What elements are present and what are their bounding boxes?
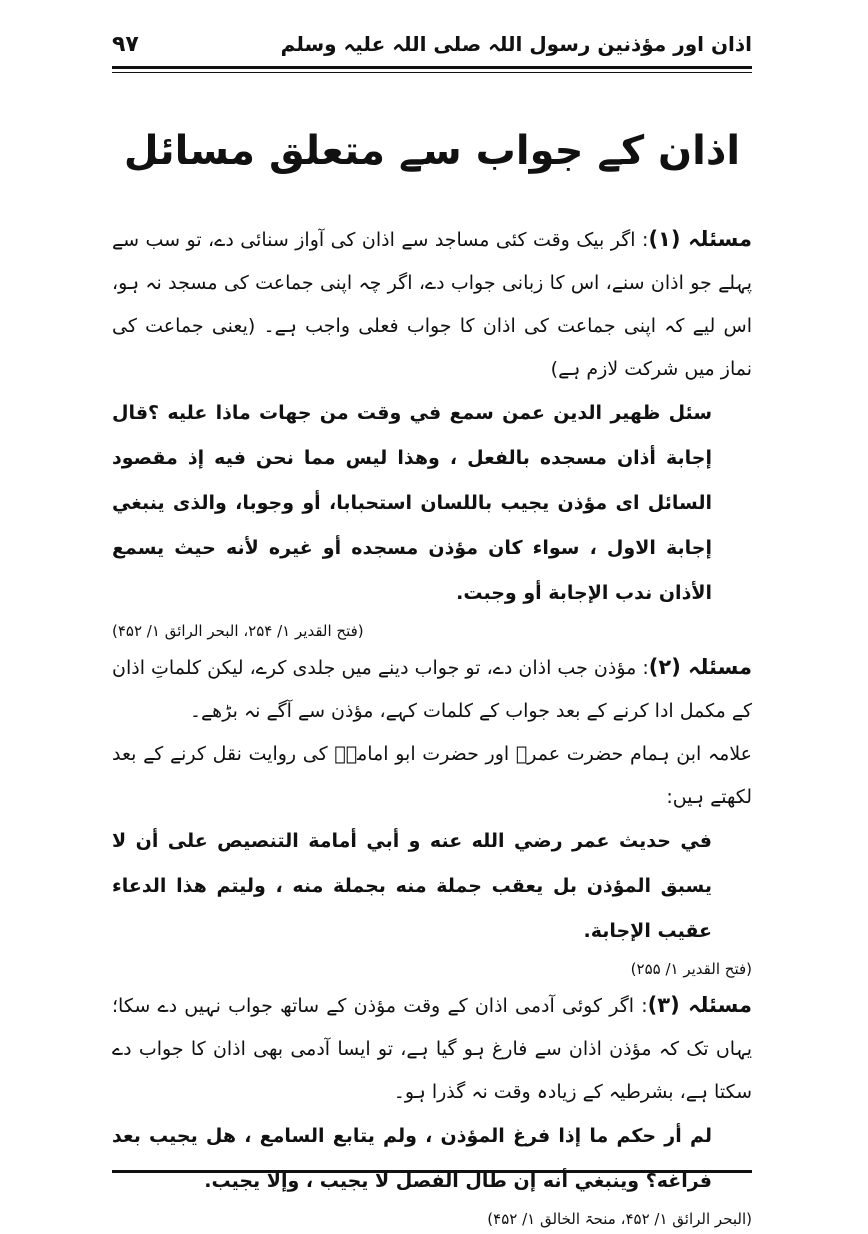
masala-1-arabic: سئل ظهير الدين عمن سمع في وقت من جهات ماذا عليه ؟قال إجابة أذان مسجده بالفعل ، وهذا ليس مما نحن فيه إذ مقصود السائل اى مؤذن يجيب باللسان استحبابا، أو وجوبا، والذى ينبغي إجابة الاول ، سواء كان مؤذن مسجده أو غيره لأنه حيث يسمع الأذان ندب الإجابة أو وجبت. [112, 402, 712, 604]
masala-2 [112, 646, 752, 733]
masala-3-reference: (البحر الرائق ۱/ ۴۵۲، منحۃ الخالق ۱/ ۴۵۲) [487, 1210, 752, 1228]
masala-1-reference: (فتح القدیر ۱/ ۲۵۴، البحر الرائق ۱/ ۴۵۲) [112, 622, 364, 640]
masala-2-reference: (فتح القدیر ۱/ ۲۵۵) [630, 960, 752, 978]
page-header [112, 24, 752, 64]
masala-3-label: مسئلہ (۳) [647, 993, 753, 1017]
masala-1-label: مسئلہ (۱) [648, 227, 753, 251]
masala-2-intro: علامہ ابن ہمام حضرت عمرؓ اور حضرت ابو امامہؓ کی روایت نقل کرنے کے بعد لکھتے ہیں: [112, 743, 752, 808]
chapter-title: اذان کے جواب سے متعلق مسائل [123, 128, 741, 174]
masala-1 [112, 218, 752, 391]
masala-2-label: مسئلہ (۲) [648, 655, 752, 679]
footer-rule [112, 1170, 752, 1173]
masala-3-arabic: لم أر حكم ما إذا فرغ المؤذن ، ولم يتابع السامع ، هل يجيب بعد فراغه؟ وينبغي أنه إن طال الفصل لا يجيب ، وإلا يجيب. [112, 1125, 712, 1192]
main-content [112, 218, 752, 1234]
running-title: اذان اور مؤذنین رسول اللہ صلی اللہ علیہ وسلم [280, 32, 752, 56]
masala-1-text: : اگر بیک وقت کئی مساجد سے اذان کی آواز سنائی دے، تو سب سے پہلے جو اذان سنے، اس کا زبانی جواب دے، اگر چہ اپنی جماعت کی مسجد نہ ہو، اس لیے کہ اپنی جماعت کی اذان کا جواب فعلی واجب ہے۔ (یعنی جماعت کی نماز میں شرکت لازم ہے) [112, 229, 752, 380]
page-number: ۹۷ [112, 31, 139, 57]
masala-2-arabic: في حديث عمر رضي الله عنه و أبي أمامة التنصيص على أن لا يسبق المؤذن بل يعقب جملة منه بجملة منه ، وليتم هذا الدعاء عقيب الإجابة. [112, 830, 712, 942]
masala-3 [112, 984, 752, 1114]
header-rule [112, 66, 752, 69]
masala-3-text: : اگر کوئی آدمی اذان کے وقت مؤذن کے ساتھ جواب نہیں دے سکا؛ یہاں تک کہ مؤذن اذان سے فارغ ہو گیا ہے، تو ایسا آدمی بھی اذان کا جواب دے سکتا ہے، بشرطیہ کے زیادہ وقت نہ گذرا ہو۔ [112, 995, 752, 1103]
masala-2-text: : مؤذن جب اذان دے، تو جواب دینے میں جلدی کرے، لیکن کلماتِ اذان کے مکمل ادا کرنے کے بعد جواب کے کلمات کہے، مؤذن سے آگے نہ بڑھے۔ [112, 657, 752, 722]
